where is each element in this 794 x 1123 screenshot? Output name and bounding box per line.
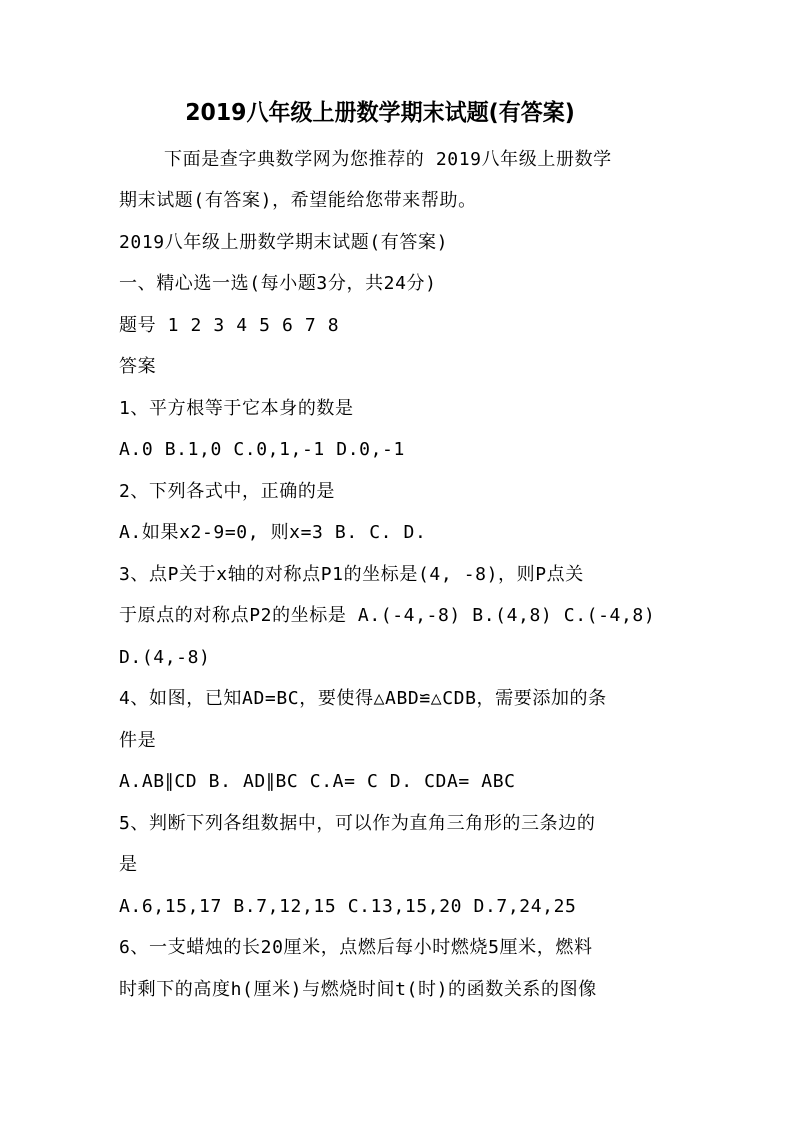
intro-line-2: 期末试题(有答案)，希望能给您带来帮助。 <box>119 190 477 211</box>
question-3-line-2: 于原点的对称点P2的坐标是 A.(-4,-8) B.(4,8) C.(-4,8) <box>119 605 656 626</box>
subtitle-line: 2019八年级上册数学期末试题(有答案) <box>119 232 449 253</box>
answer-grid-header: 题号 1 2 3 4 5 6 7 8 <box>119 315 340 336</box>
question-3-line-3: D.(4,-8) <box>119 647 211 668</box>
answer-grid-label: 答案 <box>119 356 157 377</box>
question-1-options: A.0 B.1,0 C.0,1,-1 D.0,-1 <box>119 439 405 460</box>
question-5-options: A.6,15,17 B.7,12,15 C.13,15,20 D.7,24,25 <box>119 896 577 917</box>
question-6-line-1: 6、一支蜡烛的长20厘米，点燃后每小时燃烧5厘米，燃料 <box>119 937 593 958</box>
question-5-line-2: 是 <box>119 854 138 875</box>
question-4-line-1: 4、如图，已知AD=BC，要使得△ABD≌△CDB，需要添加的条 <box>119 688 607 709</box>
question-2: 2、下列各式中，正确的是 <box>119 481 336 502</box>
question-4-line-2: 件是 <box>119 730 157 751</box>
question-1: 1、平方根等于它本身的数是 <box>119 398 354 419</box>
question-6-line-2: 时剩下的高度h(厘米)与燃烧时间t(时)的函数关系的图像 <box>119 979 597 1000</box>
document-title: 2019八年级上册数学期末试题(有答案) <box>185 100 575 126</box>
section-heading: 一、精心选一选(每小题3分，共24分) <box>119 273 437 294</box>
question-4-options: A.AB∥CD B. AD∥BC C.A= C D. CDA= ABC <box>119 771 516 792</box>
intro-line-1: 下面是查字典数学网为您推荐的 2019八年级上册数学 <box>164 149 612 170</box>
question-5-line-1: 5、判断下列各组数据中，可以作为直角三角形的三条边的 <box>119 813 596 834</box>
question-3-line-1: 3、点P关于x轴的对称点P1的坐标是(4, -8)，则P点关 <box>119 564 584 585</box>
question-2-options: A.如果x2-9=0, 则x=3 B. C. D. <box>119 522 427 543</box>
